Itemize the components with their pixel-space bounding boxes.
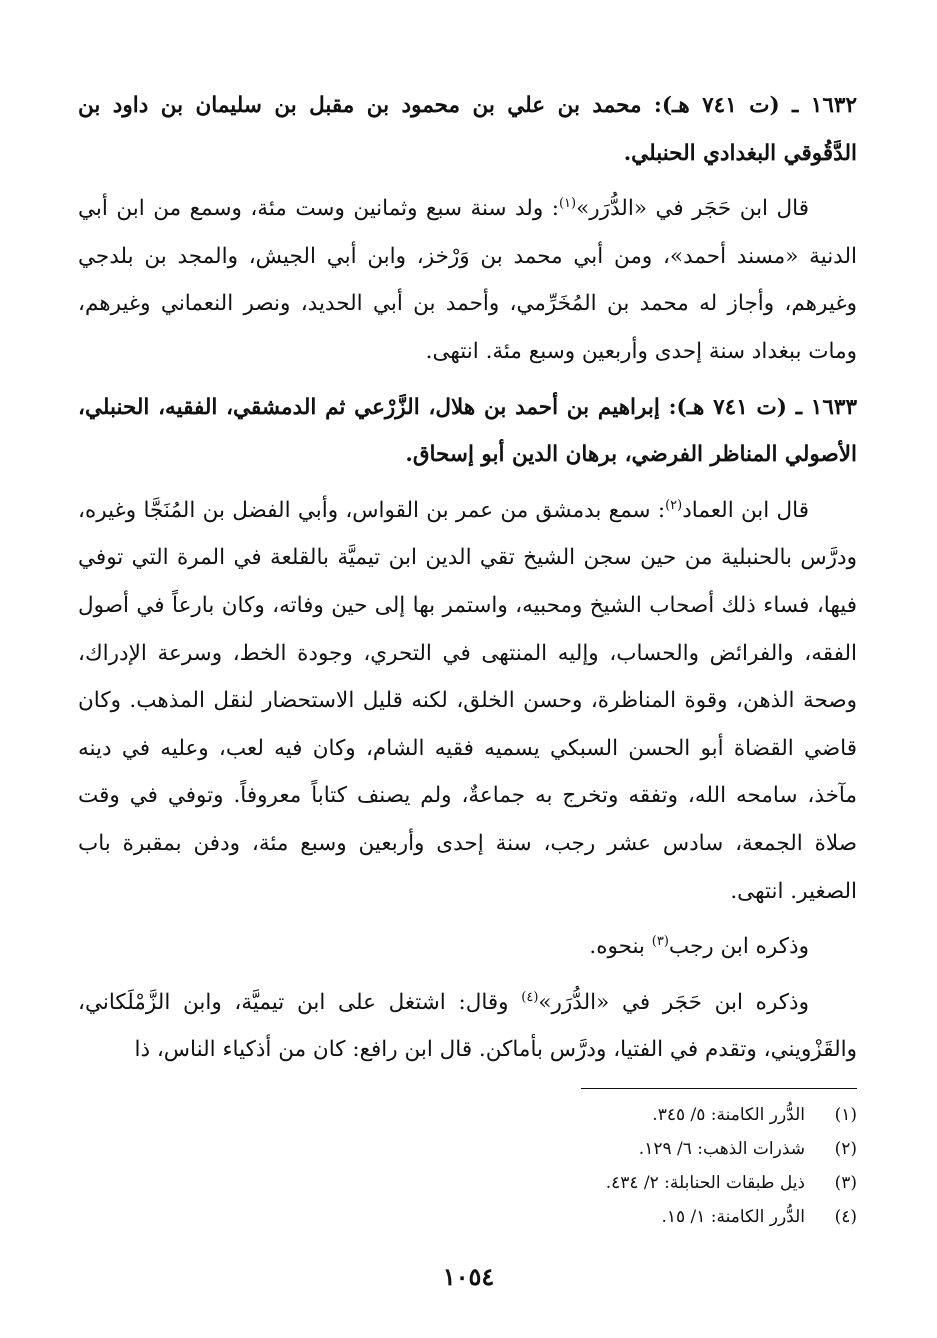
footnote-number: (٣) [834, 1173, 857, 1193]
entry-1633-paragraph-2 [78, 923, 857, 971]
footnote-ref: (١) [558, 196, 577, 212]
footnote-number: (٤) [834, 1207, 857, 1227]
footnote-ref: (٣) [651, 933, 669, 949]
footnote-text: الدُّرر الكامنة: ٥/ ٣٤٥. [652, 1105, 805, 1125]
paragraph-text: : ولد سنة سبع وثمانين وست مئة، وسمع من ابن أبي الدنية «مسند أحمد»، ومن أبي محمد بن وَرْخز، وابن أبي الجيش، والمجد بن بلدجي وغيرهم، وأجاز له محمد بن المُخَرِّمي، وأحمد بن أبي الحديد، ونصر النعماني وغيرهم، ومات ببغداد سنة إحدى وأربعين وسبع مئة. انتهى. [78, 196, 857, 364]
footnote-ref: (٤) [521, 989, 539, 1005]
entry-1632-heading: ١٦٣٢ ـ (ت ٧٤١ هـ): محمد بن علي بن محمود بن مقبل بن سليمان بن داود بن الدَّقُوقي البغدادي الحنبلي. [78, 93, 857, 166]
entry-1632-paragraph [78, 185, 857, 375]
paragraph-text: وقال: اشتغل على ابن تيميَّة، وابن الزَّمْلَكاني، والقَزْويني، وتقدم في الفتيا، ودرَّس بأماكن. قال ابن رافع: كان من أذكياء الناس، ذا [78, 989, 857, 1063]
footnote-number: (١) [834, 1105, 857, 1125]
page-number: ١٠٥٤ [442, 1262, 495, 1291]
paragraph-text: بنحوه. [589, 934, 652, 960]
footnotes [257, 1098, 857, 1234]
footnote-ref: (٢) [665, 497, 683, 513]
paragraph-text: وذكره ابن رجب [668, 934, 809, 960]
paragraph-text: وذكره ابن حَجَر في «الدُّرَر» [538, 989, 810, 1015]
footnote-3 [257, 1166, 857, 1200]
footnote-2 [257, 1132, 857, 1166]
entry-1633-heading: ١٦٣٣ ـ (ت ٧٤١ هـ): إبراهيم بن أحمد بن هلال، الزَّرْعي ثم الدمشقي، الفقيه، الحنبلي، الأصولي المناظر الفرضي، برهان الدين أبو إسحاق. [78, 394, 857, 468]
footnote-text: ذيل طبقات الحنابلة: ٢/ ٤٣٤. [605, 1173, 805, 1193]
main-text [78, 82, 857, 1082]
footnote-text: الدُّرر الكامنة: ١/ ١٥. [661, 1207, 805, 1227]
entry-1633-paragraph-3 [78, 979, 857, 1074]
entry-1633-paragraph [78, 487, 857, 915]
paragraph-text: قال ابن حَجَر في «الدُّرَر» [576, 196, 809, 222]
footnote-number: (٢) [834, 1139, 857, 1159]
paragraph-text: قال ابن العماد [682, 497, 809, 523]
footnote-text: شذرات الذهب: ٦/ ١٢٩. [638, 1139, 805, 1159]
paragraph-text: : سمع بدمشق من عمر بن القواس، وأبي الفضل بن المُنَجَّا وغيره، ودرَّس بالحنبلية من حين سجن الشيخ تقي الدين ابن تيميَّة بالقلعة في المرة التي توفي فيها، فساء ذلك أصحاب الشيخ ومحبيه، واستمر بها إلى حين وفاته، وكان بارعاً في أصول الفقه، والفرائض والحساب، وإليه المنتهى في التحري، وجودة الخط، وسرعة الإدراك، وصحة الذهن، وقوة المناظرة، وحسن الخلق، لكنه قليل الاستحضار لنقل المذهب. وكان قاضي القضاة أبو الحسن السبكي يسميه فقيه الشام، وكان فيه لعب، وعليه في دينه مآخذ، سامحه الله، وتفقه وتخرج به جماعةٌ، ولم يصنف كتاباً معروفاً. وتوفي في وقت صلاة الجمعة، سادس عشر رجب، سنة إحدى وأربعين وسبع مئة، ودفن بمقبرة باب الصغير. انتهى. [78, 497, 857, 904]
footnote-1 [257, 1098, 857, 1132]
footnote-4 [257, 1200, 857, 1234]
footnote-divider [581, 1088, 857, 1089]
